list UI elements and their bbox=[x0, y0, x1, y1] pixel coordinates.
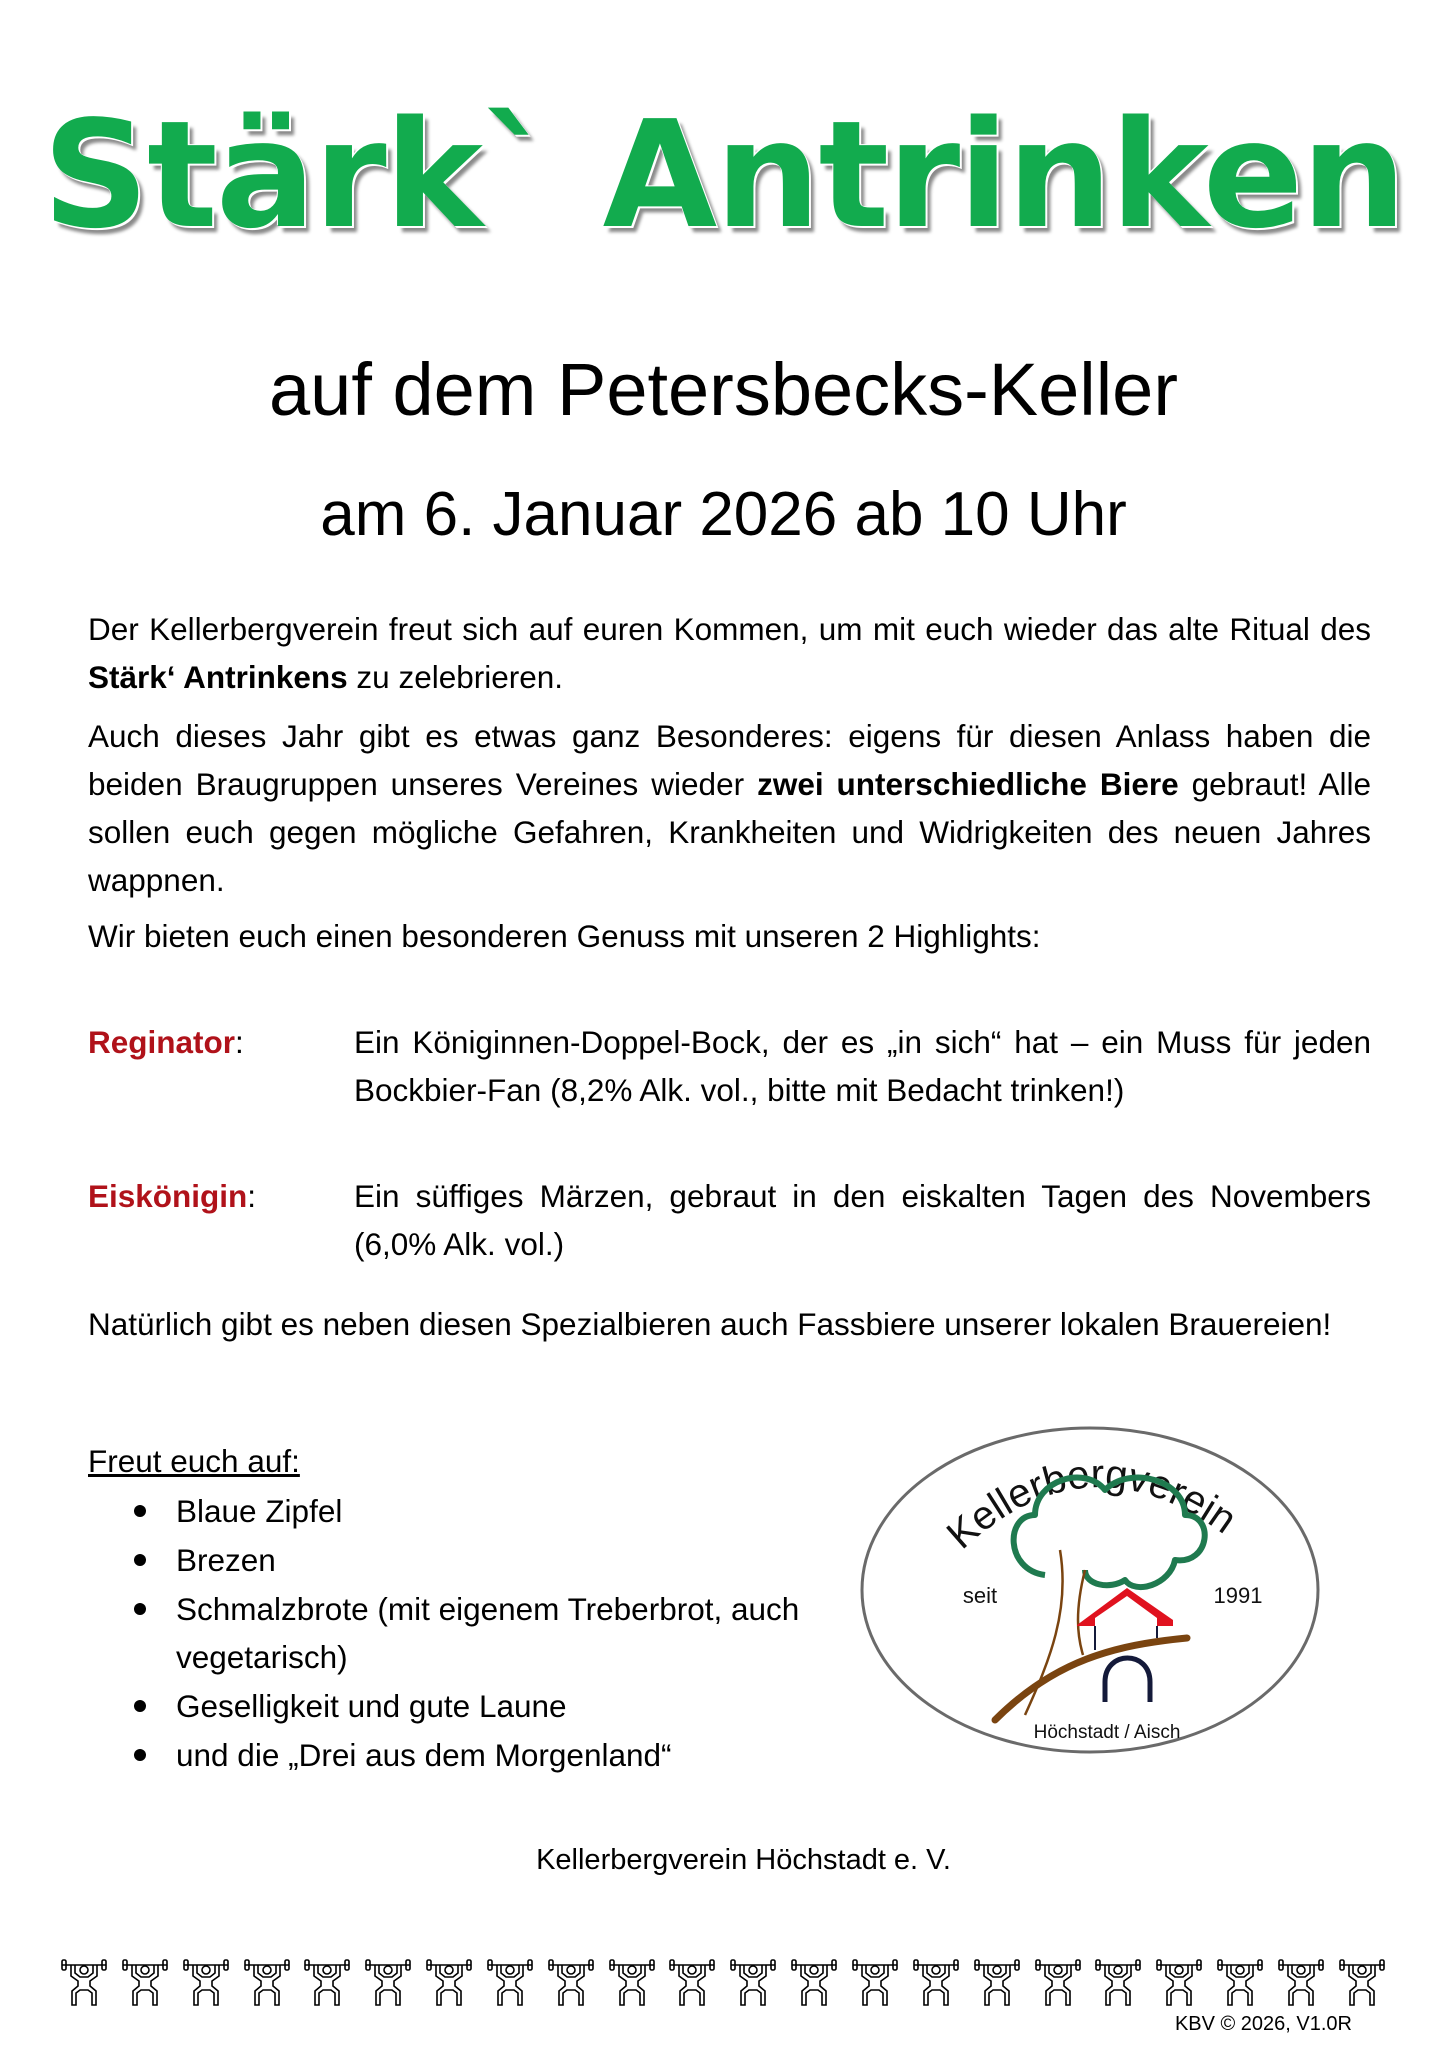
beer-name bbox=[88, 1172, 256, 1220]
weightlifter-icon bbox=[1214, 1958, 1266, 2008]
weightlifter-icon bbox=[910, 1958, 962, 2008]
weightlifter-icon bbox=[1153, 1958, 1205, 2008]
weightlifter-icon bbox=[545, 1958, 597, 2008]
intro-text: Auch dieses Jahr gibt es etwas ganz Besonderes: eigens für diesen Anlass haben die beiden Braugruppen unseres Vereines wieder bbox=[88, 718, 1371, 802]
version-note: KBV © 2026, V1.0R bbox=[1174, 2013, 1352, 2035]
list-item bbox=[132, 1487, 812, 1535]
intro-bold-text: zwei unterschiedliche Biere bbox=[757, 766, 1179, 802]
beer-name bbox=[88, 1018, 244, 1066]
beer-colon: : bbox=[247, 1178, 257, 1214]
weightlifter-icon bbox=[423, 1958, 475, 2008]
list-item-text: und die „Drei aus dem Morgenland“ bbox=[176, 1737, 672, 1773]
weightlifter-icon bbox=[119, 1958, 171, 2008]
weightlifter-icon bbox=[301, 1958, 353, 2008]
logo-town: Höchstadt / Aisch bbox=[1033, 1722, 1181, 1743]
poster-title: Stärk` Antrinken bbox=[42, 89, 1405, 261]
event-datetime: am 6. Januar 2026 ab 10 Uhr bbox=[320, 480, 1127, 549]
weightlifter-icon bbox=[241, 1958, 293, 2008]
logo-seit: seit bbox=[962, 1583, 998, 1608]
intro-paragraph-2 bbox=[88, 712, 1371, 904]
bullet-icon bbox=[134, 1700, 146, 1712]
list-item-text: Blaue Zipfel bbox=[176, 1493, 343, 1529]
logo-year: 1991 bbox=[1213, 1583, 1263, 1608]
bullet-icon bbox=[134, 1749, 146, 1761]
bullet-icon bbox=[134, 1603, 146, 1615]
list-item bbox=[132, 1682, 812, 1730]
bullet-icon bbox=[134, 1554, 146, 1566]
intro-text: gebraut! Alle sollen euch gegen mögliche Gefahren, Krankheiten und Widrigkeiten des neuen Jahres wappnen. bbox=[88, 766, 1371, 898]
weightlifter-icon bbox=[1032, 1958, 1084, 2008]
list-item bbox=[132, 1536, 812, 1584]
weightlifter-icon bbox=[58, 1958, 110, 2008]
weightlifter-icon bbox=[1336, 1958, 1388, 2008]
weightlifter-icon bbox=[788, 1958, 840, 2008]
highlights-intro: Wir bieten euch einen besonderen Genuss mit unseren 2 Highlights: bbox=[88, 918, 1041, 954]
weightlifter-border bbox=[58, 1958, 1388, 2008]
event-location: auf dem Petersbecks-Keller bbox=[269, 348, 1178, 431]
kellerbergverein-logo bbox=[855, 1420, 1325, 1760]
offerings-list bbox=[132, 1487, 812, 1780]
weightlifter-icon bbox=[1275, 1958, 1327, 2008]
intro-text: Der Kellerbergverein freut sich auf euren Kommen, um mit euch wieder das alte Ritual des bbox=[88, 611, 1371, 647]
list-item-text: Geselligkeit und gute Laune bbox=[176, 1688, 567, 1724]
weightlifter-icon bbox=[727, 1958, 779, 2008]
weightlifter-icon bbox=[484, 1958, 536, 2008]
list-item bbox=[132, 1731, 812, 1779]
beer-description: Ein Königinnen-Doppel-Bock, der es „in sich“ hat – ein Muss für jeden Bockbier-Fan (8,2% Alk. vol., bitte mit Bedacht trinken!) bbox=[354, 1024, 1371, 1108]
weightlifter-icon bbox=[666, 1958, 718, 2008]
weightlifter-icon bbox=[1092, 1958, 1144, 2008]
list-item-text: Brezen bbox=[176, 1542, 276, 1578]
beer-description: Ein süffiges Märzen, gebraut in den eiskalten Tagen des Novembers (6,0% Alk. vol.) bbox=[354, 1178, 1371, 1262]
logo-arc-text: Kellerbergverein bbox=[938, 1452, 1245, 1558]
beer-colon: : bbox=[235, 1024, 244, 1060]
weightlifter-icon bbox=[971, 1958, 1023, 2008]
local-beers-paragraph: Natürlich gibt es neben diesen Spezialbieren auch Fassbiere unserer lokalen Brauereien! bbox=[88, 1306, 1332, 1342]
weightlifter-icon bbox=[849, 1958, 901, 2008]
weightlifter-icon bbox=[180, 1958, 232, 2008]
list-item bbox=[132, 1585, 812, 1681]
beer-entry-eiskoenigin bbox=[88, 1172, 1371, 1268]
list-item-text: Schmalzbrote (mit eigenem Treberbrot, auch vegetarisch) bbox=[176, 1591, 800, 1675]
beer-name-text: Eiskönigin bbox=[88, 1178, 248, 1214]
beer-name-text: Reginator bbox=[88, 1024, 236, 1060]
weightlifter-icon bbox=[606, 1958, 658, 2008]
intro-text: zu zelebrieren. bbox=[347, 659, 564, 695]
intro-bold-text: Stärk‘ Antrinkens bbox=[88, 659, 348, 695]
intro-paragraph-1 bbox=[88, 605, 1371, 701]
weightlifter-icon bbox=[362, 1958, 414, 2008]
offerings-heading: Freut euch auf: bbox=[88, 1443, 300, 1479]
organization-name: Kellerbergverein Höchstadt e. V. bbox=[536, 1844, 951, 1876]
bullet-icon bbox=[134, 1505, 146, 1517]
beer-entry-reginator bbox=[88, 1018, 1371, 1114]
